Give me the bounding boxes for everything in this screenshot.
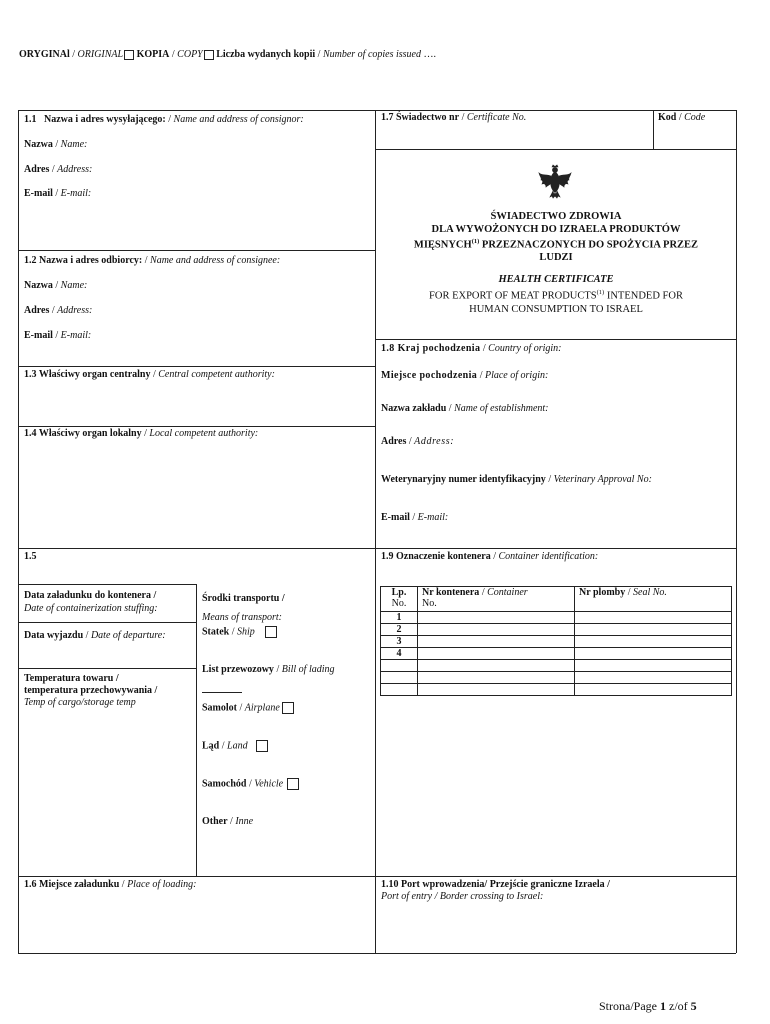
estab-en: Name of establishment: [454, 403, 549, 414]
col-lp [381, 587, 418, 612]
cert-title-pl-1: ŚWIADECTWO ZDROWIA [490, 211, 622, 222]
col-seal: Nr plomby / Seal No. [575, 587, 732, 612]
place-origin-en: Place of origin: [484, 370, 549, 381]
divider-1-2 [18, 366, 375, 367]
transport-divider [196, 584, 197, 876]
cert-title-pl-4: LUDZI [539, 252, 573, 263]
seal-cell[interactable] [575, 648, 732, 660]
original-checkbox[interactable] [124, 50, 134, 60]
departure-pl: Data wyjazdu [24, 630, 84, 641]
copies-header: ORYGINAl / ORIGINAL KOPIA / COPY Liczba wydanych kopii / Number of copies issued …. [19, 49, 436, 60]
copy-pl: KOPIA [136, 49, 170, 60]
table-row[interactable] [381, 684, 732, 696]
cert-title-pl-3a: MIĘSNYCH [413, 239, 472, 251]
vet-approval-field[interactable]: Weterynaryjny numer identyfikacyjny / Veterinary Approval No: [381, 474, 652, 485]
transport-en: Means of transport: [202, 612, 282, 623]
establishment-address-field[interactable]: Adres / Address: [381, 436, 455, 447]
consignee-addr-en: Address: [57, 305, 93, 316]
row-num [381, 660, 418, 672]
sec-1-1-title: 1.1 Nazwa i adres wysyłającego: / Name and address of consignor: [24, 114, 304, 125]
divider-cert [375, 339, 736, 340]
table-row[interactable] [381, 672, 732, 684]
polish-eagle-icon [537, 164, 573, 200]
cert-title-pl-3-sup: (1) [471, 238, 480, 245]
copy-checkbox[interactable] [204, 50, 214, 60]
sec-1-1-title-pl: Nazwa i adres wysyłającego: [44, 114, 166, 125]
sec-1-5-num [24, 551, 37, 563]
departure-en: Date of departure: [90, 630, 166, 641]
plane-en: Airplane [244, 702, 280, 714]
consignee-name-en: Name: [60, 280, 88, 291]
grid-left [18, 110, 19, 953]
copies-dots: …. [423, 49, 436, 60]
consignor-name-field[interactable]: Nazwa / Name: [24, 139, 88, 150]
sec-1-2-title: 1.2 Nazwa i adres odbiorcy: / Name and address of consignee: [24, 255, 281, 266]
sec-1-3-title-pl: 1.3 Właściwy organ centralny [24, 369, 151, 380]
establishment-field[interactable]: Nazwa zakładu / Name of establishment: [381, 403, 549, 414]
bill-pl: List przewozowy [202, 664, 274, 675]
col-cont-pl: Nr kontenera [422, 587, 480, 598]
table-row[interactable] [381, 660, 732, 672]
original-en: ORIGINAL [77, 49, 124, 60]
sec-1-2-title-pl: 1.2 Nazwa i adres odbiorcy: [24, 255, 143, 266]
container-cell[interactable] [418, 636, 575, 648]
row-num: 3 [381, 636, 418, 648]
vet-en: Veterinary Approval No: [553, 474, 652, 485]
estab-addr-pl: Adres [381, 436, 407, 447]
code-pl: Kod [658, 112, 677, 123]
seal-cell[interactable] [575, 636, 732, 648]
sec-1-6-title-pl: 1.6 Miejsce załadunku [24, 879, 120, 890]
col-seal-pl: Nr plomby [579, 587, 626, 598]
cert-title-en-2a: FOR EXPORT OF MEAT PRODUCTS [429, 290, 597, 302]
page-label: Strona/Page [599, 999, 657, 1013]
consignor-addr-pl: Adres [24, 164, 50, 175]
col-lp-en: No. [391, 598, 407, 609]
ship-checkbox[interactable] [265, 626, 277, 638]
certificate-title-pl [376, 211, 736, 265]
grid-top [18, 110, 736, 111]
page-current: 1 [660, 999, 666, 1013]
cert-title-en-2b: INTENDED FOR [604, 290, 683, 302]
row-num [381, 672, 418, 684]
consignee-address-field[interactable]: Adres / Address: [24, 305, 93, 316]
container-cell[interactable] [418, 660, 575, 672]
table-row[interactable] [381, 612, 732, 624]
container-cell[interactable] [418, 612, 575, 624]
sec-1-8-title-pl: 1.8 Kraj pochodzenia [381, 343, 481, 354]
sec-1-7-title-pl: 1.7 Świadectwo nr [381, 112, 460, 123]
col-lp-pl: Lp. [391, 587, 407, 598]
consignee-email-en: E-mail: [60, 330, 92, 341]
estab-email-pl: E-mail [381, 512, 410, 523]
row-num: 1 [381, 612, 418, 624]
code-divider [653, 110, 654, 149]
temp-en: Temp of cargo/storage temp [24, 697, 136, 708]
sec-1-10-title-en: Port of entry / Border crossing to Israel: [381, 891, 544, 902]
place-origin-field[interactable]: Miejsce pochodzenia / Place of origin: [381, 370, 549, 381]
cert-title-en-2 [376, 286, 736, 303]
land-option[interactable]: Ląd / Land [202, 740, 268, 752]
means-of-transport [202, 589, 285, 627]
page-of: z/of [669, 999, 688, 1013]
divider-loading [18, 622, 196, 623]
loading-date-en: Date of containerization stuffing: [24, 603, 158, 614]
consignor-email-field[interactable]: E-mail / E-mail: [24, 188, 92, 199]
divider-departure [18, 668, 196, 669]
vet-pl: Weterynaryjny numer identyfikacyjny [381, 474, 546, 485]
sec-1-5-num-text: 1.5 [24, 551, 37, 562]
table-row[interactable] [381, 636, 732, 648]
sec-1-1-num: 1.1 [24, 114, 37, 125]
temp-pl-1: Temperatura towaru / [24, 673, 119, 684]
bill-en: Bill of lading [281, 664, 335, 675]
seal-cell[interactable] [575, 624, 732, 636]
code-field[interactable]: Kod / Code [658, 112, 706, 123]
copies-pl: Liczba wydanych kopii [216, 49, 316, 60]
row-num: 4 [381, 648, 418, 660]
consignor-name-en: Name: [60, 139, 88, 150]
copies-en: Number of copies issued [322, 49, 421, 60]
place-origin-pl: Miejsce pochodzenia [381, 370, 478, 381]
cert-title-en-1: HEALTH CERTIFICATE [498, 274, 614, 285]
vehicle-checkbox[interactable] [287, 778, 299, 790]
sec-1-9-title-pl: 1.9 Oznaczenie kontenera [381, 551, 491, 562]
col-container: Nr kontenera / Container No. [418, 587, 575, 612]
consignor-name-pl: Nazwa [24, 139, 53, 150]
container-table [380, 586, 732, 696]
plane-pl: Samolot [202, 702, 237, 714]
sec-1-7-title[interactable]: 1.7 Świadectwo nr / Certificate No. [381, 112, 527, 123]
cert-title-en-2-sup: (1) [596, 289, 605, 296]
sec-1-3-title[interactable]: 1.3 Właściwy organ centralny / Central competent authority: [24, 369, 275, 380]
divider-1-7 [375, 149, 736, 150]
country-origin-field[interactable]: 1.8 Kraj pochodzenia / Country of origin: [381, 343, 562, 354]
sec-1-4-title-en: Local competent authority: [149, 428, 259, 439]
divider-1-1 [18, 250, 375, 251]
consignor-addr-en: Address: [57, 164, 93, 175]
sec-1-2-title-en: Name and address of consignee: [150, 255, 281, 266]
land-pl: Ląd [202, 740, 220, 752]
sec-1-4-title-pl: 1.4 Właściwy organ lokalny [24, 428, 142, 439]
grid-bottom [18, 953, 736, 954]
seal-cell[interactable] [575, 672, 732, 684]
consignor-address-field[interactable]: Adres / Address: [24, 164, 93, 175]
consignor-email-en: E-mail: [60, 188, 92, 199]
consignee-name-pl: Nazwa [24, 280, 53, 291]
sec-1-8-title-en: Country of origin: [488, 343, 562, 354]
col-seal-en: Seal No. [633, 587, 667, 598]
sec-1-6-title-en: Place of loading: [127, 879, 197, 890]
bill-underline [202, 692, 242, 693]
loading-date-field[interactable] [24, 589, 158, 615]
ship-pl: Statek [202, 626, 230, 638]
row-num [381, 684, 418, 696]
seal-cell[interactable] [575, 660, 732, 672]
land-en: Land [227, 740, 248, 752]
place-of-loading-field[interactable]: 1.6 Miejsce załadunku / Place of loading: [24, 879, 197, 890]
cert-title-en-3: HUMAN CONSUMPTION TO ISRAEL [469, 303, 643, 315]
sec-1-10-title-pl: 1.10 Port wprowadzenia/ Przejście graniczne Izraela / [381, 879, 610, 890]
consignor-email-pl: E-mail [24, 188, 53, 199]
original-pl: ORYGINAl [19, 49, 70, 60]
cert-title-pl-3b: PRZEZNACZONYCH DO SPOŻYCIA PRZEZ [479, 239, 699, 251]
divider-1-4 [18, 548, 736, 549]
code-en: Code [684, 112, 706, 123]
other-pl: Other [202, 816, 228, 827]
sec-1-9-title: 1.9 Oznaczenie kontenera / Container identification: [381, 551, 599, 562]
container-cell[interactable] [418, 684, 575, 696]
ship-en: Ship [237, 626, 255, 638]
transport-pl: Środki transportu / [202, 593, 285, 604]
vehicle-en: Vehicle [254, 778, 284, 790]
container-cell[interactable] [418, 624, 575, 636]
estab-email-en: E-mail: [417, 512, 449, 523]
port-of-entry-field[interactable] [381, 879, 610, 903]
container-cell[interactable] [418, 648, 575, 660]
table-row[interactable] [381, 624, 732, 636]
sec-1-9-title-en: Container identification: [498, 551, 599, 562]
loading-date-pl: Data załadunku do kontenera / [24, 590, 157, 601]
sec-1-3-title-en: Central competent authority: [158, 369, 275, 380]
container-table-header [381, 587, 732, 612]
seal-cell[interactable] [575, 612, 732, 624]
estab-pl: Nazwa zakładu [381, 403, 447, 414]
temperature-field[interactable] [24, 673, 157, 709]
row-num: 2 [381, 624, 418, 636]
sec-1-7-title-en: Certificate No. [466, 112, 527, 123]
departure-date-field[interactable]: Data wyjazdu / Date of departure: [24, 630, 166, 641]
establishment-email-field[interactable]: E-mail / E-mail: [381, 512, 449, 523]
sec-1-4-title[interactable]: 1.4 Właściwy organ lokalny / Local competent authority: [24, 428, 259, 439]
divider-1-5-top [18, 584, 196, 585]
other-en: Inne [235, 816, 254, 827]
copy-en: COPY [177, 49, 203, 60]
consignee-name-field[interactable]: Nazwa / Name: [24, 280, 88, 291]
cert-title-pl-2: DLA WYWOŻONYCH DO IZRAELA PRODUKTÓW [431, 223, 681, 235]
grid-right [736, 110, 737, 953]
consignee-email-pl: E-mail [24, 330, 53, 341]
airplane-option[interactable]: Samolot / Airplane [202, 702, 294, 714]
bill-of-lading-field[interactable]: List przewozowy / Bill of lading [202, 664, 335, 675]
vehicle-option[interactable]: Samochód / Vehicle [202, 778, 299, 790]
cert-title-pl-3 [376, 236, 736, 252]
col-cont-en2: No. [422, 598, 437, 609]
certificate-title-en [376, 273, 736, 316]
consignee-email-field[interactable]: E-mail / E-mail: [24, 330, 92, 341]
seal-cell[interactable] [575, 684, 732, 696]
page-total: 5 [690, 999, 697, 1013]
col-cont-en: Container [487, 587, 528, 598]
airplane-checkbox[interactable] [282, 702, 294, 714]
land-checkbox[interactable] [256, 740, 268, 752]
table-row[interactable] [381, 648, 732, 660]
consignee-addr-pl: Adres [24, 305, 50, 316]
other-option[interactable]: Other / Inne [202, 816, 254, 827]
vehicle-pl: Samochód [202, 778, 247, 790]
ship-option[interactable]: Statek / Ship [202, 626, 277, 638]
page-number [599, 999, 697, 1013]
sec-1-1-title-en: Name and address of consignor: [173, 114, 304, 125]
divider-1-3 [18, 426, 375, 427]
container-cell[interactable] [418, 672, 575, 684]
divider-1-5 [18, 876, 736, 877]
estab-addr-en: Address: [414, 436, 455, 447]
temp-pl-2: temperatura przechowywania / [24, 685, 158, 696]
